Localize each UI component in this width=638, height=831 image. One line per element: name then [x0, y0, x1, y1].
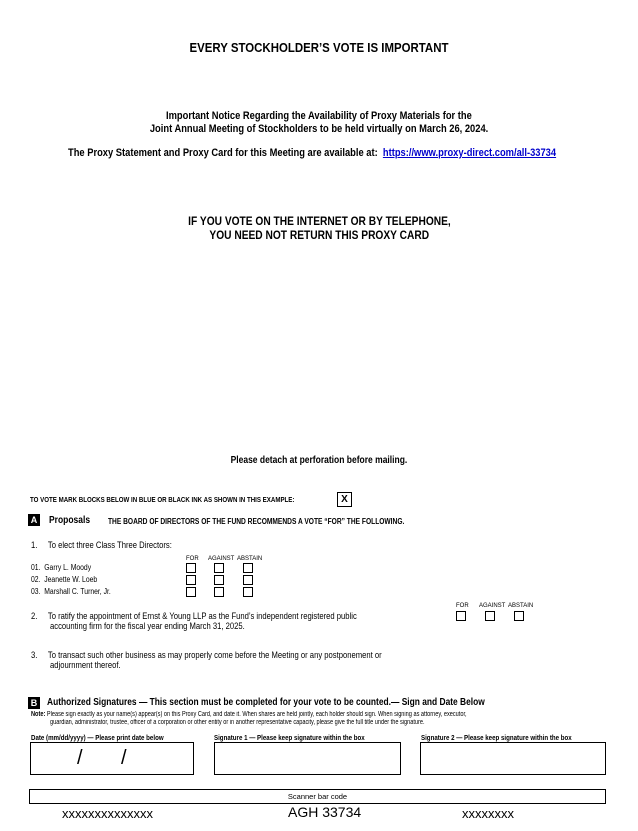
page-title: EVERY STOCKHOLDER’S VOTE IS IMPORTANT [189, 40, 449, 55]
note-line-1: Please sign exactly as your name(s) appear(s) on this Proxy Card, and date it. When shares are held jointly, each holder should sign. When signing as attorney, executor, [46, 711, 467, 718]
notice-line-2: Joint Annual Meeting of Stockholders to be held virtually on March 26, 2024. [149, 123, 489, 135]
director-name: Marshall C. Turner, Jr. [44, 587, 111, 596]
section-a-badge: A [28, 514, 40, 526]
col-abstain-label: ABSTAIN [237, 556, 263, 562]
proposal-3-number: 3. [31, 650, 38, 660]
director-row [31, 575, 109, 584]
date-label: Date (mm/dd/yyyy) — Please print date below [31, 733, 164, 742]
scanner-bar-code-box [29, 789, 606, 804]
proposal-2-line-2: accounting firm for the fiscal year ending March 31, 2025. [50, 621, 245, 631]
director-1-against-checkbox[interactable] [214, 563, 224, 573]
proposal-1-number: 1. [31, 540, 38, 550]
note-label: Note: [31, 711, 46, 718]
director-number: 02. [31, 575, 41, 584]
director-3-for-checkbox[interactable] [186, 587, 196, 597]
director-1-abstain-checkbox[interactable] [243, 563, 253, 573]
proposal-2-abstain-checkbox[interactable] [514, 611, 524, 621]
signature-1-box[interactable] [214, 742, 401, 775]
proposal-3-line-2: adjournment thereof. [50, 660, 121, 670]
signature-2-box[interactable] [420, 742, 606, 775]
proposal-2-line-1: To ratify the appointment of Ernst & Young LLP as the Fund’s independent registered public [47, 611, 357, 621]
director-3-abstain-checkbox[interactable] [243, 587, 253, 597]
director-2-against-checkbox[interactable] [214, 575, 224, 585]
notice-line-1: Important Notice Regarding the Availability of Proxy Materials for the [166, 110, 472, 122]
director-name: Jeanette W. Loeb [44, 575, 98, 584]
proposal-1-text: To elect three Class Three Directors: [47, 540, 172, 550]
director-row [31, 587, 125, 596]
director-1-for-checkbox[interactable] [186, 563, 196, 573]
date-separator: / [77, 747, 83, 769]
director-row [31, 563, 102, 572]
col-against-label: AGAINST [208, 556, 235, 562]
director-3-against-checkbox[interactable] [214, 587, 224, 597]
note-line-2: guardian, administrator, trustee, officer of a corporation or other entity or in another representative capacity, please give the full title under the signature. [50, 719, 425, 726]
col-for-label: FOR [186, 556, 199, 562]
col-for-label: FOR [456, 603, 469, 609]
detach-instruction: Please detach at perforation before mailing. [230, 455, 408, 466]
col-abstain-label: ABSTAIN [508, 603, 534, 609]
proposal-3-line-1: To transact such other business as may properly come before the Meeting or any postponement or [47, 650, 382, 660]
section-b-badge: B [28, 697, 40, 709]
director-number: 01. [31, 563, 41, 572]
code-left: xxxxxxxxxxxxxx [62, 806, 153, 821]
vote-notice-line-2: YOU NEED NOT RETURN THIS PROXY CARD [209, 228, 429, 242]
col-against-label: AGAINST [479, 603, 506, 609]
signature-1-label: Signature 1 — Please keep signature within the box [214, 733, 365, 742]
scanner-label: Scanner bar code [287, 792, 348, 801]
availability-text: The Proxy Statement and Proxy Card for this Meeting are available at: [68, 147, 378, 159]
proposal-2-against-checkbox[interactable] [485, 611, 495, 621]
example-mark-box: X [337, 492, 352, 507]
director-number: 03. [31, 587, 41, 596]
proposal-2-for-checkbox[interactable] [456, 611, 466, 621]
proposal-2-number: 2. [31, 611, 38, 621]
director-2-for-checkbox[interactable] [186, 575, 196, 585]
code-right: xxxxxxxx [462, 806, 514, 821]
mark-instructions: TO VOTE MARK BLOCKS BELOW IN BLUE OR BLACK INK AS SHOWN IN THIS EXAMPLE: [30, 495, 295, 504]
signatures-title: Authorized Signatures — This section must be completed for your vote to be counted.— Sign and Date Below [47, 697, 485, 708]
code-center: AGH 33734 [288, 804, 362, 820]
director-2-abstain-checkbox[interactable] [243, 575, 253, 585]
director-name: Garry L. Moody [44, 563, 92, 572]
signature-2-label: Signature 2 — Please keep signature within the box [421, 733, 572, 742]
date-input-box[interactable] [30, 742, 194, 775]
date-separator: / [121, 747, 127, 769]
proxy-materials-link[interactable]: https://www.proxy-direct.com/all-33734 [382, 147, 557, 159]
vote-notice-line-1: IF YOU VOTE ON THE INTERNET OR BY TELEPHONE, [187, 214, 451, 228]
proposals-title: Proposals [49, 515, 91, 526]
board-recommendation: THE BOARD OF DIRECTORS OF THE FUND RECOMMENDS A VOTE “FOR” THE FOLLOWING. [108, 517, 405, 526]
